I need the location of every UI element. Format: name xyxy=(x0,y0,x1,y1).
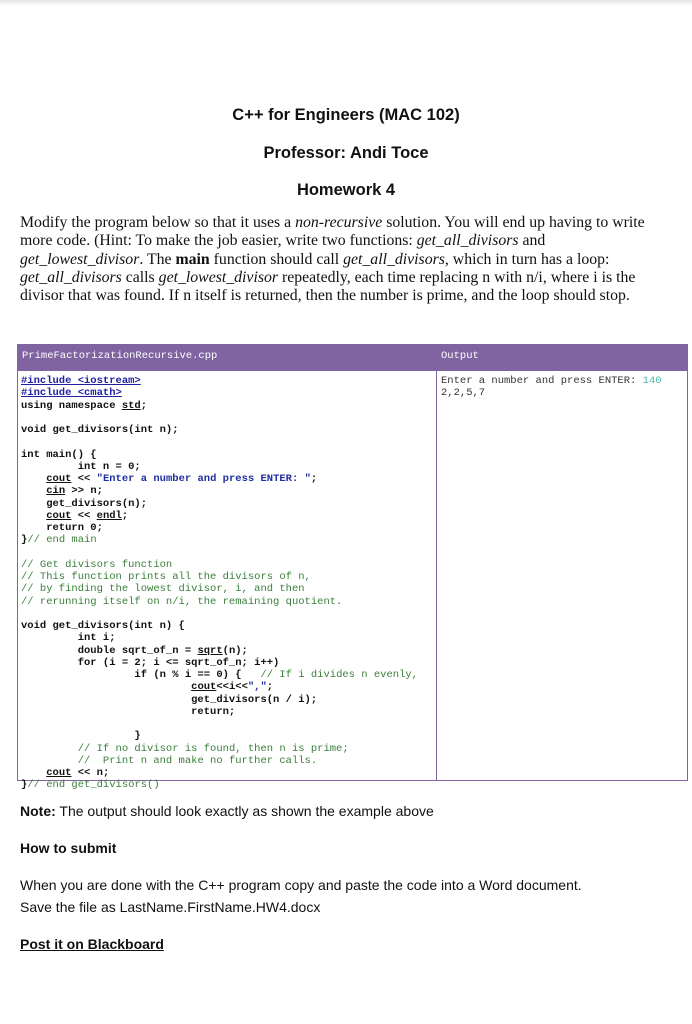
professor-name: Professor: Andi Toce xyxy=(263,144,429,162)
submit-instructions: When you are done with the C++ program copy and paste the code into a Word document. Save the file as LastName.FirstName.HW4.docx xyxy=(20,877,582,915)
code-listing-box xyxy=(17,344,688,792)
course-title: C++ for Engineers (MAC 102) xyxy=(232,106,460,124)
code-listing-header xyxy=(18,345,687,371)
homework-title: Homework 4 xyxy=(296,181,396,199)
source-code: #include <iostream> #include <cmath> using namespace std; void get_divisors(int n); int main() { int n = 0; cout << "Enter a number and press ENTER: "; cin >> n; get_divisors(n); cout << endl; return 0; }// end main // Get divisors function // This function prints all the divisors of n, // by finding the lowest divisor, i, and then // rerunning itself on n/i, the remaining quotient. void get_divisors(int n) { int i; double sqrt_of_n = sqrt(n); for (i = 2; i <= sqrt_of_n; i++) if (n % i == 0) { // If i divides n evenly, cout<<i<<","; get_divisors(n / i); return; } // If no divisor is found, then n is prime; // Print n and make no further calls. cout << n; }// end get_divisors() xyxy=(21,375,418,792)
output-title: Output xyxy=(441,350,479,362)
program-output: Enter a number and press ENTER: 140 2,2,5,7 xyxy=(441,375,662,400)
column-divider xyxy=(436,345,437,780)
note-line: Note: The output should look exactly as shown the example above xyxy=(20,803,434,819)
instructions-paragraph: Modify the program below so that it uses a non-recursive solution. You will end up having to write more code. (Hint: To make the job easier, write two functions: get_all_divisors and get_lowest_divisor. The main function should call get_all_divisors, which in turn has a loop: get_all_divisors calls get_lowest_divisor repeatedly, each time replacing n with n/i, where i is the divisor that was found. If n itself is returned, then the number is prime, and the loop should stop. xyxy=(20,214,645,305)
code-file-title: PrimeFactorizationRecursive.cpp xyxy=(22,350,218,362)
top-shadow-bar xyxy=(0,0,692,6)
how-to-submit-heading: How to submit xyxy=(20,840,117,856)
post-blackboard-link[interactable]: Post it on Blackboard xyxy=(20,936,164,952)
